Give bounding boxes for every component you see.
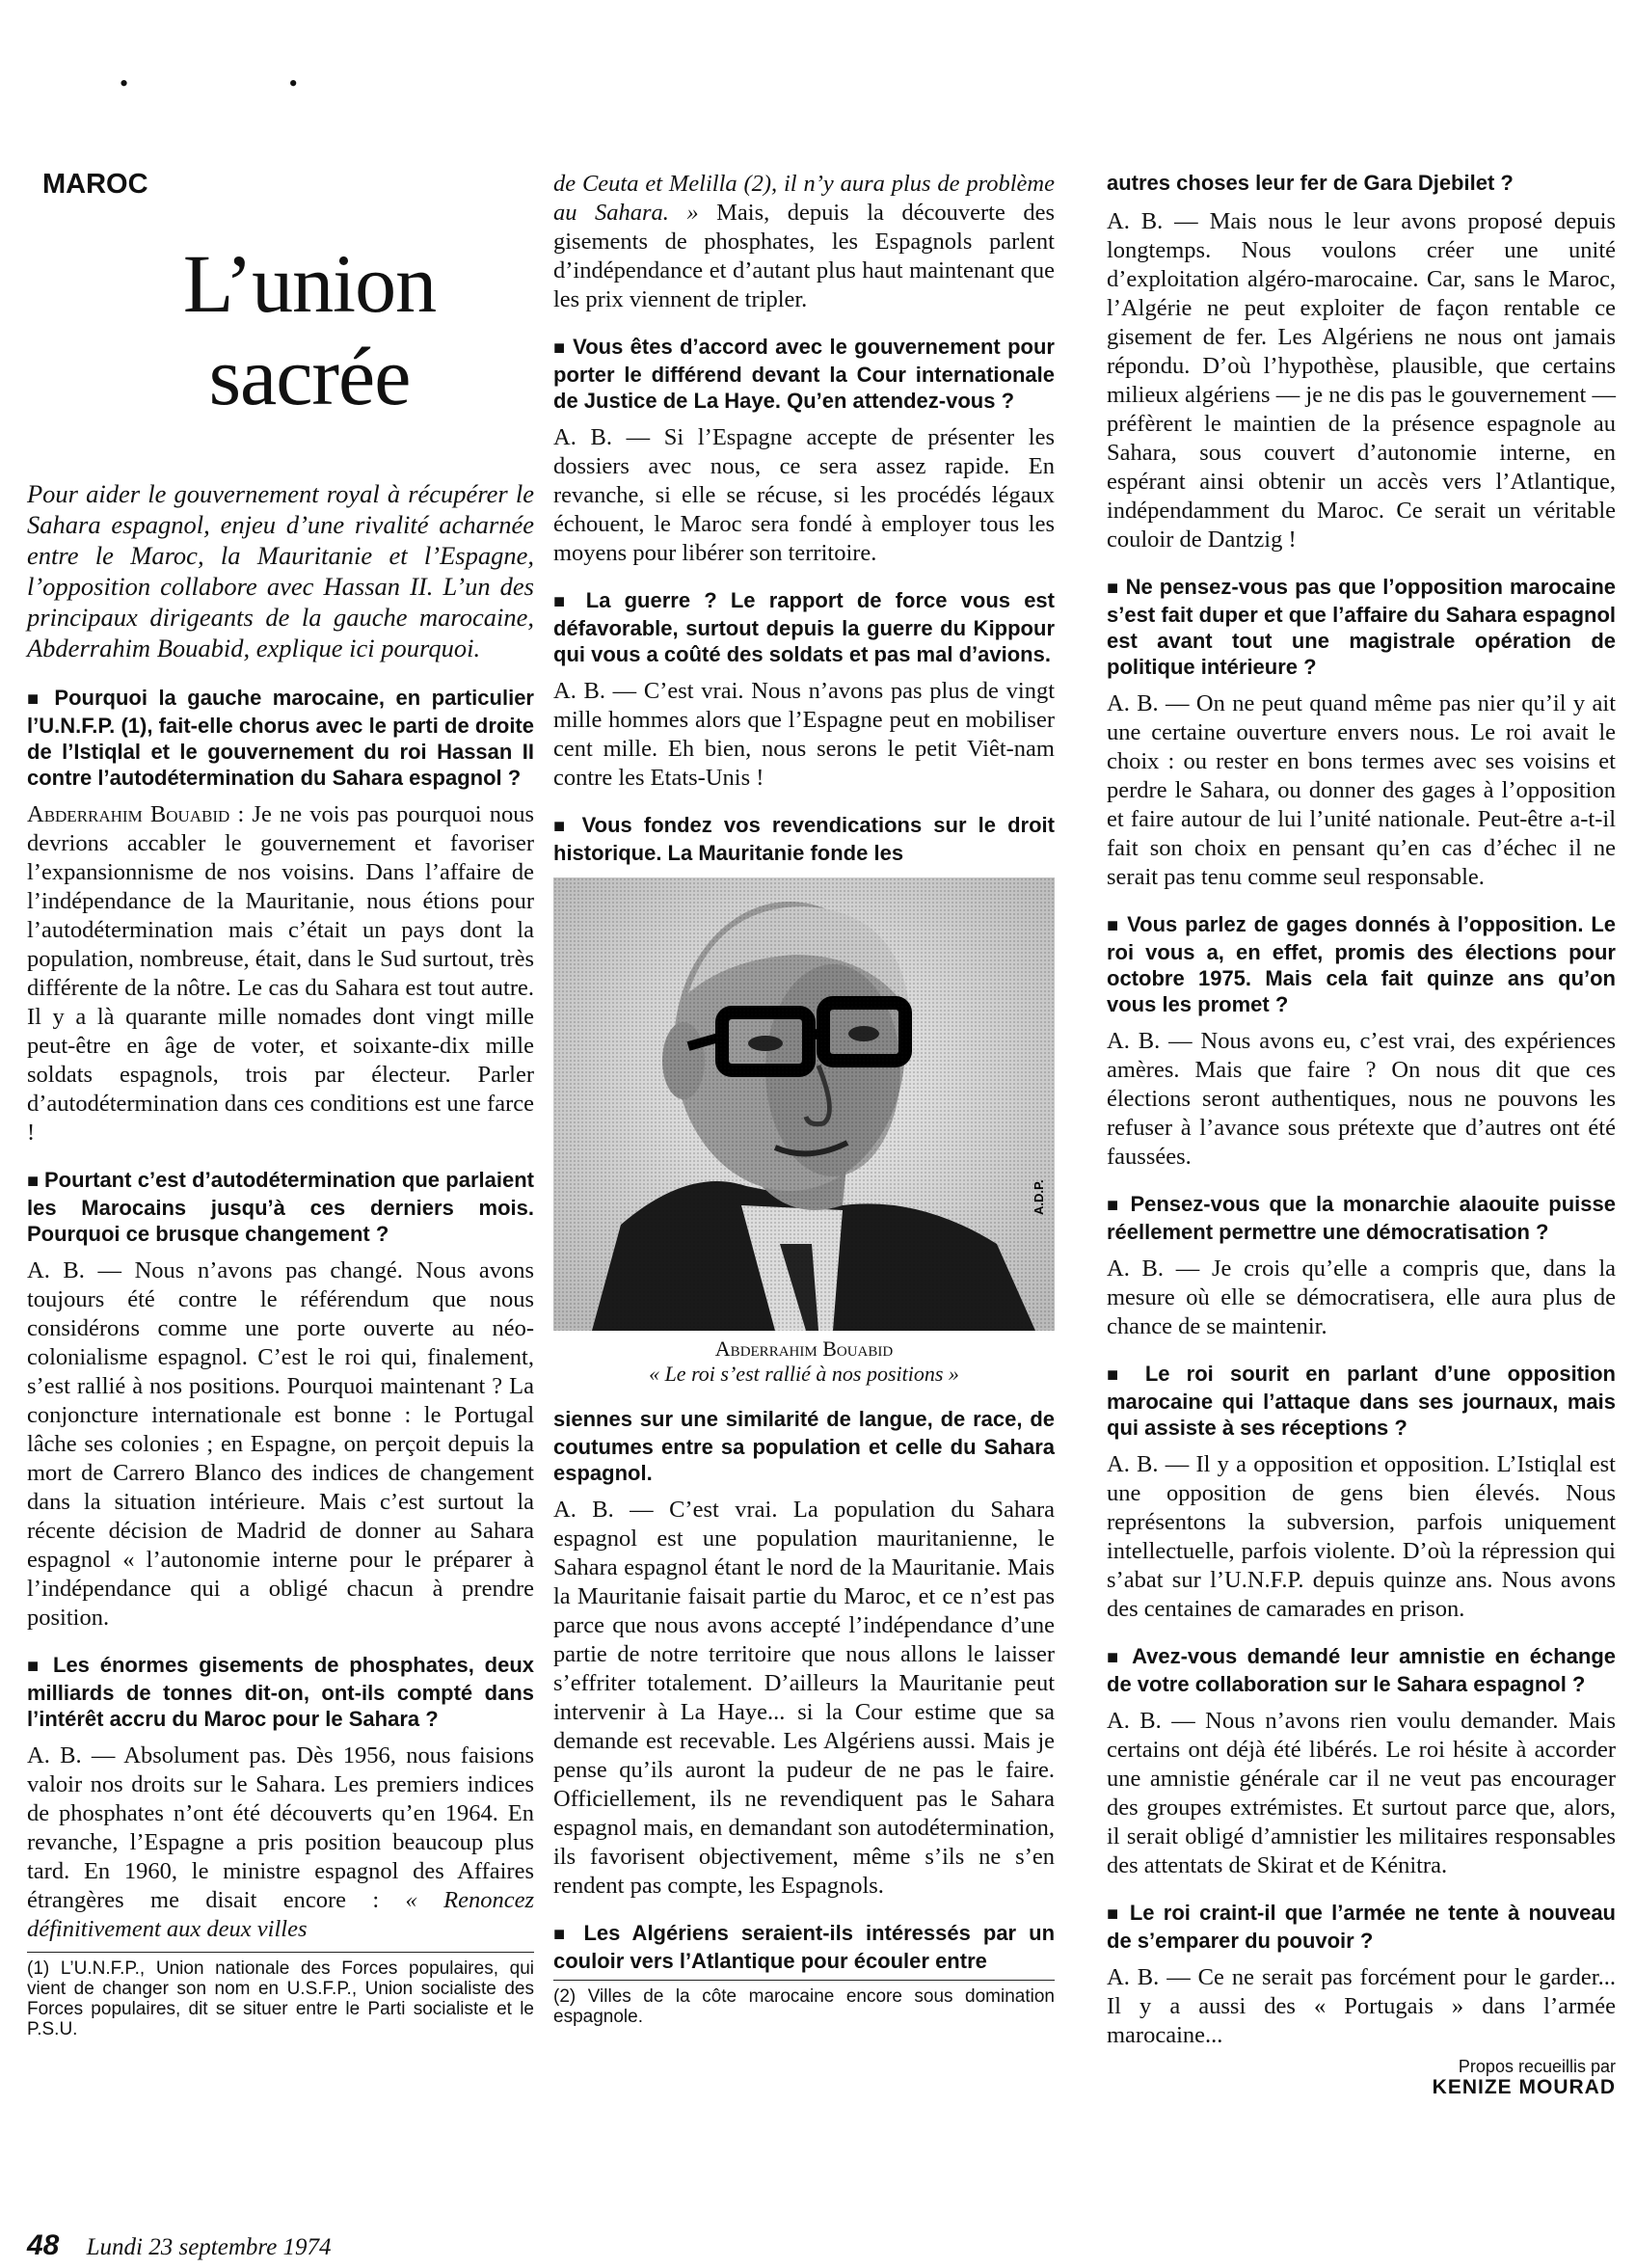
column-2 [553,170,1055,2027]
photo-credit: A.D.P. [1032,1179,1046,1215]
answer: A. B. — Si l’Espagne accepte de présenter les dossiers avec nous, ce sera assez rapide. En revanche, si elle se récuse, si les procédés légaux échouent, le Maroc sera fondé à employer tous les moyens pour libérer son territoire. [553,424,1055,566]
printer-marks: • • [120,69,375,97]
headline [85,237,534,422]
column-1 [27,170,534,2039]
issue-date: Lundi 23 septembre 1974 [86,2234,332,2260]
portrait-photo [553,878,1055,1331]
answer: A. B. — C’est vrai. Nous n’avons pas plus de vingt mille hommes alors que l’Espagne peut en mobiliser cent mille. Eh bien, nous serons le petit Viêt-nam contre les Etats-Unis ! [553,678,1055,791]
byline-label: Propos recueillis par [1458,2057,1616,2076]
answer-text: Je ne vois pas pourquoi nous devrions accabler le gouvernement et favoriser l’expansionnisme de nos voisins. Dans l’affaire de l’indépendance de la Mauritanie, nous étions pour l’autodétermination mais c’était un pays dont la population, nombreuse, était, dans le Sud surtout, très différente de la nôtre. Le cas du Sahara est tout autre. Il y a là quarante mille nomades dont vingt mille peut-être en âge de voter, et soixante-dix mille soldats espagnols, trois par électeur. Parler d’autodétermination dans ces conditions est une farce ! [27,801,534,1146]
answer: A. B. — Nous avons eu, c’est vrai, des expériences amères. Mais que faire ? On nous dit que ces élections seront authentiques, nous ne pouvons les refuser à l’avance sous prétexte que d’autres ont été faussées. [1107,1028,1616,1170]
footnote: (1) L’U.N.F.P., Union nationale des Forces populaires, qui vient de changer son nom en U.S.F.P., Union socialiste des Forces populaires, dit se situer entre le Parti socialiste et le P.S.U. [27,1952,534,2039]
question: ■ La guerre ? Le rapport de force vous est défavorable, surtout depuis la guerre du Kippour qui vous a coûté des soldats et pas mal d’avions. [553,587,1055,667]
answer: A. B. — Mais nous le leur avons proposé depuis longtemps. Nous voulons créer une unité d’exploitation algéro-marocaine. Car, sans le Maroc, l’Algérie ne peut exploiter de façon rentable ce gisement de fer. Les Algériens ne nous ont jamais répondu. D’où l’hypothèse, plausible, que certains milieux algériens — je ne dis pas le gouvernement — préfèrent le maintien de la présence espagnole au Sahara, sous couvert d’autonomie interne, en espérant ainsi obtenir un accès vers l’Atlantique, indépendamment du Maroc. Ce serait un véritable couloir de Dantzig ! [1107,208,1616,553]
answer-continued [553,170,1055,314]
question: ■ Vous parlez de gages donnés à l’opposition. Le roi vous a, en effet, promis des élections pour octobre 1975. Mais cela fait quinze ans qu’on vous les promet ? [1107,911,1616,1017]
question: ■ Pensez-vous que la monarchie alaouite puisse réellement permettre une démocratisation ? [1107,1191,1616,1245]
question: ■ Les Algériens seraient-ils intéressés par un couloir vers l’Atlantique pour écouler entre [553,1920,1055,1974]
answer-quote: « Renoncez définitivement aux deux villes [27,1887,534,1942]
question: ■ Le roi craint-il que l’armée ne tente à nouveau de s’emparer du pouvoir ? [1107,1900,1616,1954]
answer [27,800,534,1148]
answer: A. B. — C’est vrai. La population du Sahara espagnol est une population mauritanienne, le Sahara espagnol étant le nord de la Mauritanie. Mais la Mauritanie faisait partie du Maroc, et ce n’est pas parce que nous avons accepté l’indépendance d’une partie de notre territoire que nous allons le laisser s’effriter totalement. D’ailleurs la Mauritanie peut intervenir à La Haye... si la Cour estime que sa demande est recevable. Les Algériens aussi. Mais je pense qu’ils auront la pudeur de ne pas le faire. Officiellement, ils ne revendiquent pas le Sahara espagnol mais, en demandant son autodétermination, ils favorisent objectivement, même s’ils ne s’en rendent pas compte, les Espagnols. [553,1497,1055,1899]
caption-quote: « Le roi s’est rallié à nos positions » [649,1362,959,1386]
headline-line-1: L’union [182,237,437,330]
byline [1107,2056,1616,2098]
question-continued: siennes sur une similarité de langue, de race, de coutumes entre sa population et celle du Sahara espagnol. [553,1407,1055,1485]
answer: A. B. — Nous n’avons pas changé. Nous avons toujours été contre le référendum que nous considérons comme une porte ouverte au néo-colonialisme espagnol. C’est le roi qui, finalement, s’est rallié à nos positions. Pourquoi maintenant ? La conjoncture internationale est bonne : le Portugal lâche ses colonies ; en Espagne, on perçoit depuis la mort de Carrero Blanco des indices de changement dans la situation intérieure. Mais c’est surtout la récente décision de Madrid de donner au Sahara espagnol « l’autonomie interne pour le préparer à l’indépendance qui a obligé chacun à prendre position. [27,1257,534,1631]
answer-text: Mais, depuis la découverte des gisements de phosphates, les Espagnols parlent d’indépendance et d’autant plus haut maintenant que les prix viennent de tripler. [553,200,1055,312]
page-number: 48 [27,2229,60,2261]
footnote: (2) Villes de la côte marocaine encore sous domination espagnole. [553,1980,1055,2027]
question: ■ Le roi sourit en parlant d’une opposition marocaine qui l’attaque dans ses journaux, mais qui assiste à ses réceptions ? [1107,1361,1616,1441]
speaker-name: Abderrahim Bouabid : [27,801,245,827]
caption-name: Abderrahim Bouabid [714,1336,894,1361]
question-continued: autres choses leur fer de Gara Djebilet ? [1107,171,1514,195]
question: ■ Les énormes gisements de phosphates, deux milliards de tonnes dit-on, ont-ils compté dans l’intérêt accru du Maroc pour le Sahara ? [27,1652,534,1732]
question: ■ Pourquoi la gauche marocaine, en particulier l’U.N.F.P. (1), fait-elle chorus avec le parti de droite de l’Istiqlal et le gouvernement du roi Hassan II contre l’autodétermination du Sahara espagnol ? [27,685,534,791]
question: ■ Pourtant c’est d’autodétermination que parlaient les Marocains jusqu’à ces derniers mois. Pourquoi ce brusque changement ? [27,1167,534,1247]
photo-caption [553,1336,1055,1387]
page-folio [27,2229,332,2262]
byline-name: KENIZE MOURAD [1432,2076,1616,2098]
portrait-image [553,878,1055,1331]
answer: A. B. — Je crois qu’elle a compris que, dans la mesure où elle se démocratisera, elle aura plus de chance de se maintenir. [1107,1256,1616,1339]
lead-paragraph: Pour aider le gouvernement royal à récupérer le Sahara espagnol, enjeu d’une rivalité acharnée entre le Maroc, la Mauritanie et l’Espagne, l’opposition collabore avec Hassan II. L’un des principaux dirigeants de la gauche marocaine, Abderrahim Bouabid, explique ici pourquoi. [27,479,534,662]
question: ■ Vous fondez vos revendications sur le droit historique. La Mauritanie fonde les [553,812,1055,866]
answer-text: A. B. — Absolument pas. Dès 1956, nous faisions valoir nos droits sur le Sahara. Les premiers indices de phosphates n’ont été découverts qu’en 1964. En revanche, l’Espagne a pris position beaucoup plus tard. En 1960, le ministre espagnol des Affaires étrangères me disait encore : [27,1742,534,1913]
answer-quote: de Ceuta et Melilla (2), il n’y aura plus de problème au Sahara. » [553,171,1055,226]
headline-line-2: sacrée [208,330,411,422]
question: ■ Vous êtes d’accord avec le gouvernement pour porter le différend devant la Cour internationale de Justice de La Haye. Qu’en attendez-vous ? [553,334,1055,414]
column-3 [1107,170,1616,2098]
section-label: MAROC [42,169,148,200]
answer: A. B. — Ce ne serait pas forcément pour le garder... Il y a aussi des « Portugais » dans l’armée marocaine... [1107,1964,1616,2048]
answer: A. B. — On ne peut quand même pas nier qu’il y ait une certaine ouverture envers nous. Le roi avait le choix : ou rester en bons termes avec ses voisins et perdre le Sahara, ou donner des gages à l’opposition et faire autour de lui l’unité nationale. Peut-être a-t-il fait son choix en pensant qu’en cas d’échec il ne serait pas tenu comme seul responsable. [1107,690,1616,890]
question: ■ Avez-vous demandé leur amnistie en échange de votre collaboration sur le Sahara espagnol ? [1107,1643,1616,1697]
answer: A. B. — Nous n’avons rien voulu demander. Mais certains ont déjà été libérés. Le roi hésite à accorder une amnistie générale car il ne veut pas encourager des groupes extrémistes. Et surtout parce que, alors, il serait obligé d’amnistier les militaires responsables des attentats de Skirat et de Kénitra. [1107,1708,1616,1878]
answer [27,1742,534,1944]
answer: A. B. — Il y a opposition et opposition. L’Istiqlal est une opposition de gens bien élevés. Nous représentons la subversion, parfois uniquement intellectuelle, parfois violente. D’où la répression qui s’abat sur l’U.N.F.P. depuis quinze ans. Nous avons des centaines de camarades en prison. [1107,1451,1616,1622]
question: ■ Ne pensez-vous pas que l’opposition marocaine s’est fait duper et que l’affaire du Sahara espagnol est avant tout une magistrale opération de politique intérieure ? [1107,574,1616,680]
